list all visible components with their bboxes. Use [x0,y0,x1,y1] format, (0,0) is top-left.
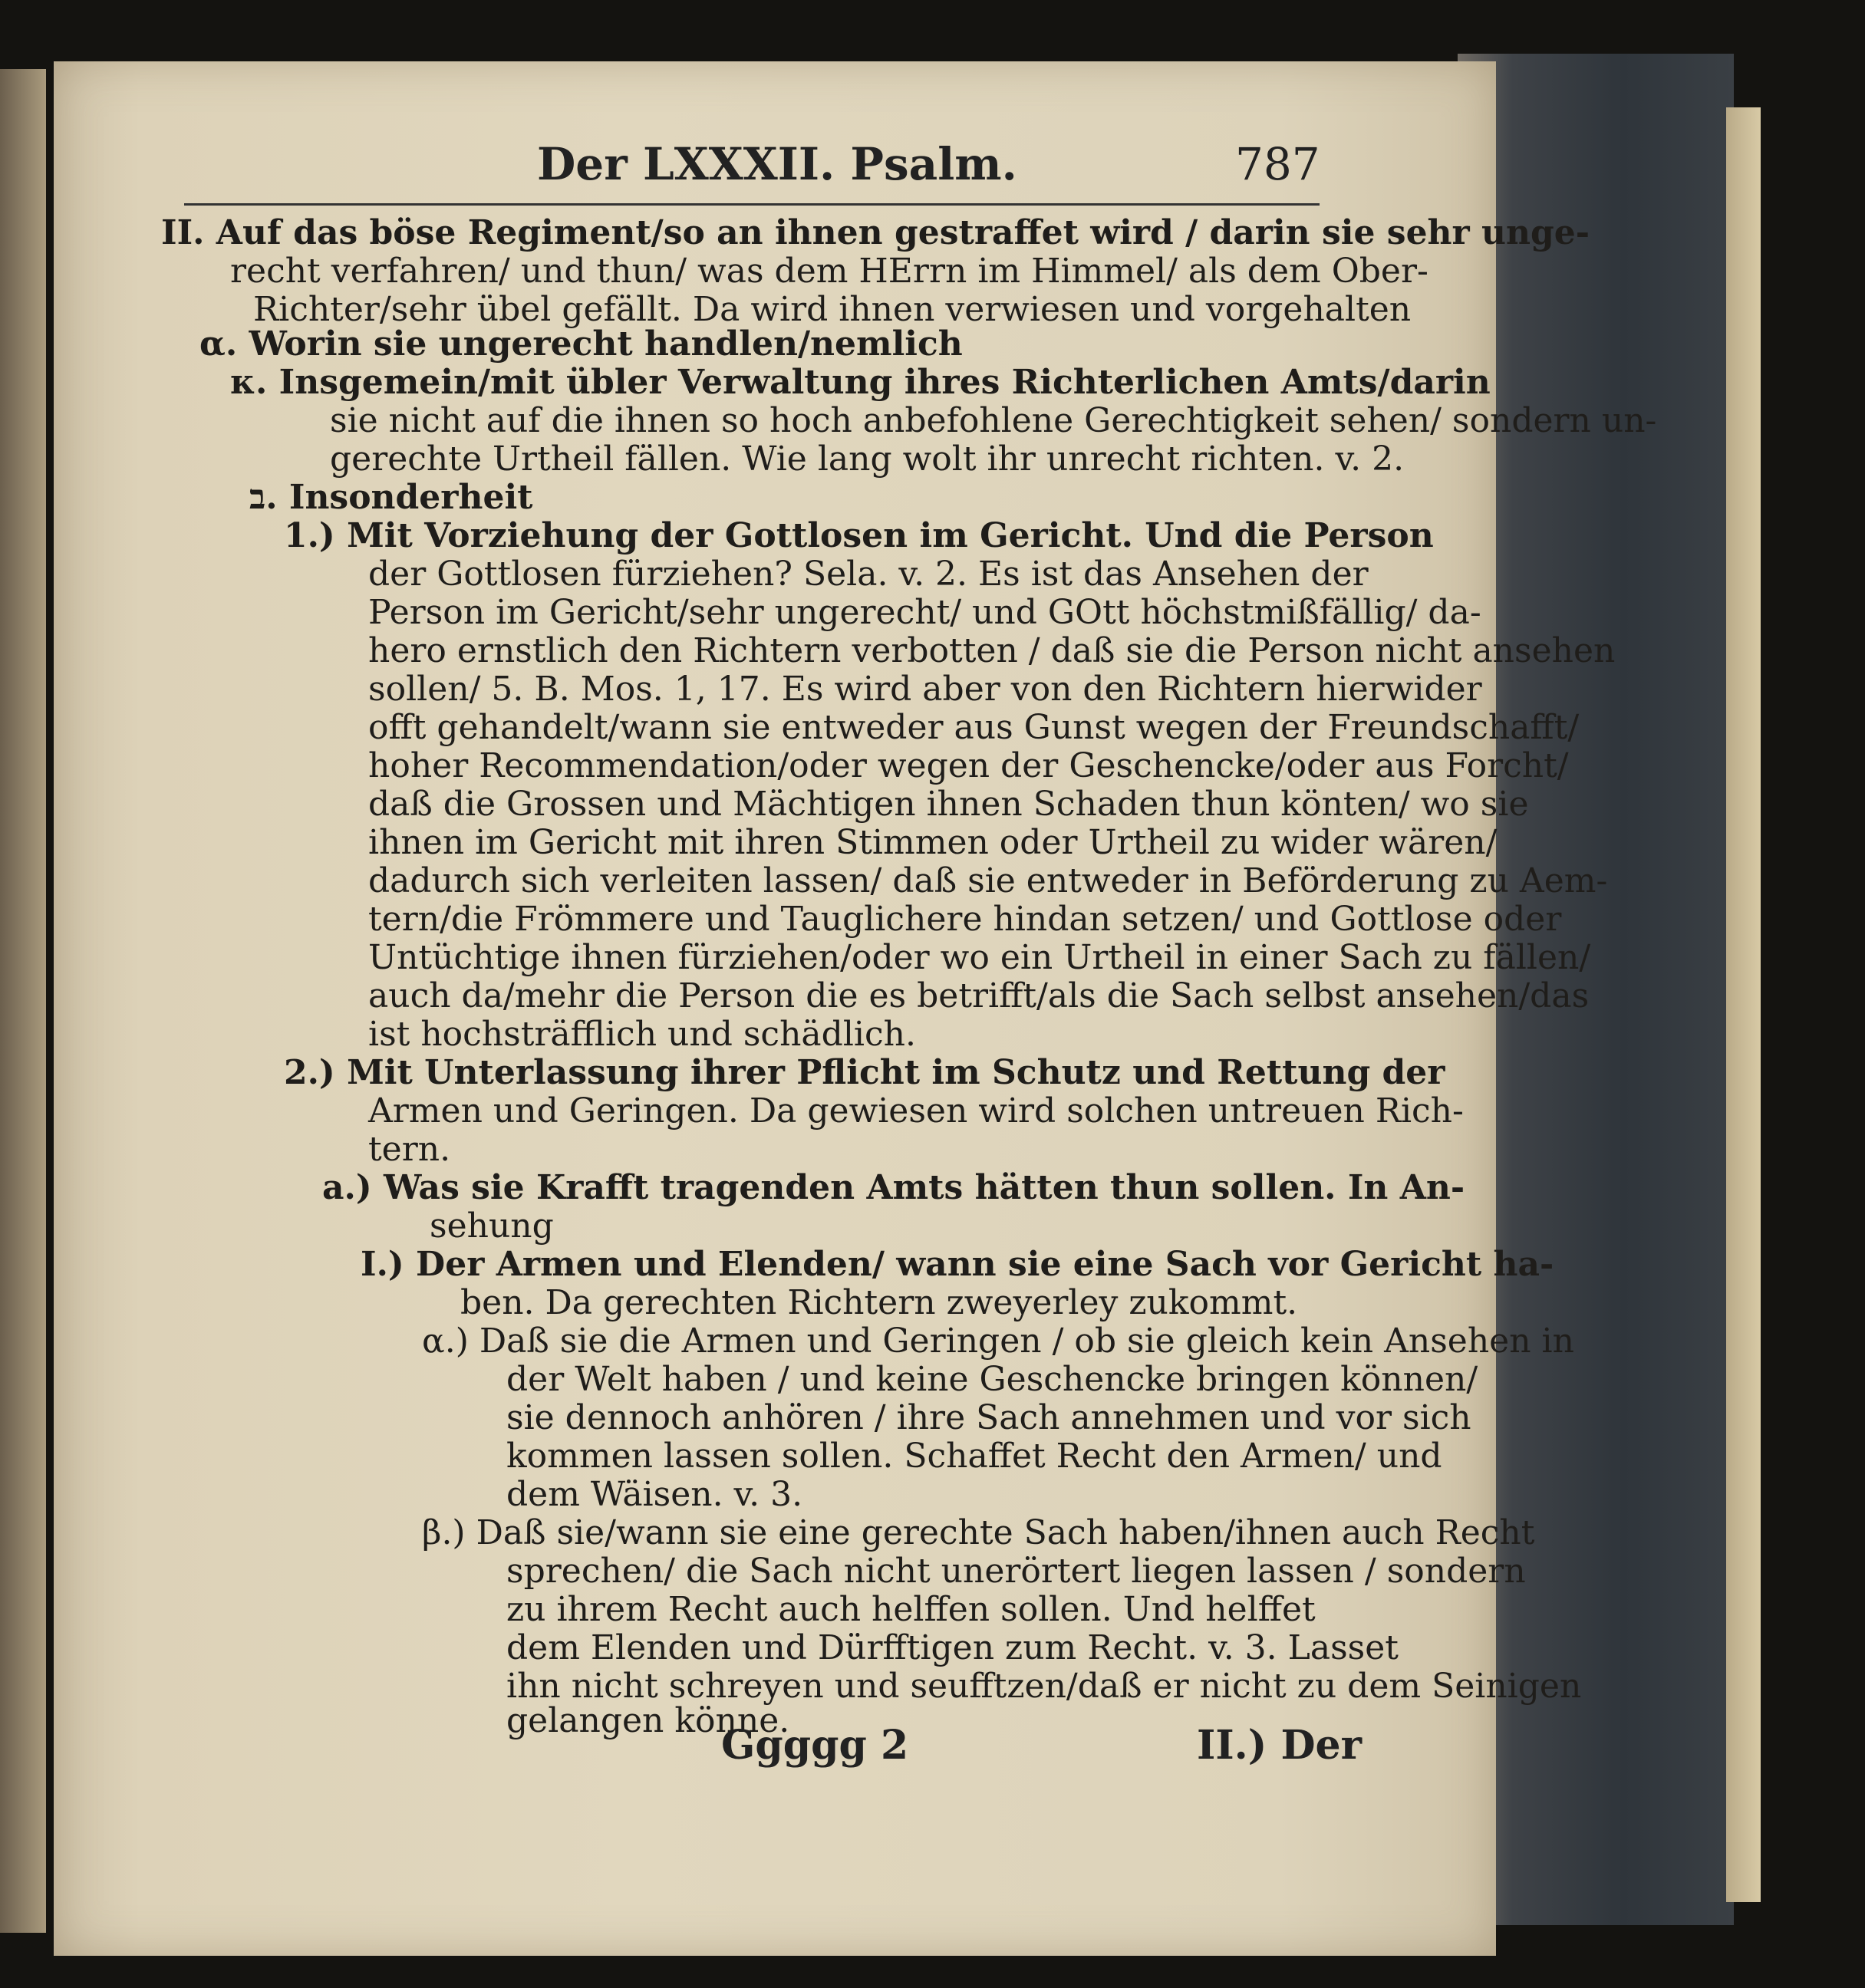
text-line: hoher Recommendation/oder wegen der Geschencke/oder aus Forcht/ [368,746,1569,785]
text-line: auch da/mehr die Person die es betrifft/als die Sach selbst ansehen/das [368,976,1590,1015]
text-line: 2.) Mit Unterlassung ihrer Pflicht im Schutz und Rettung der [284,1053,1445,1092]
text-line: α.) Daß sie die Armen und Geringen / ob sie gleich kein Ansehen in [422,1321,1574,1361]
text-line: ist hochsträfflich und schädlich. [368,1015,916,1054]
cover-edge [1726,107,1761,1902]
text-line: a.) Was sie Krafft tragenden Amts hätten thun sollen. In An- [322,1168,1465,1207]
text-line: recht verfahren/ und thun/ was dem HErrn im Himmel/ als dem Ober- [230,252,1428,291]
text-line: ihnen im Gericht mit ihren Stimmen oder Urtheil zu wider wären/ [368,823,1498,862]
text-line: hero ernstlich den Richtern verbotten / daß sie die Person nicht ansehen [368,631,1616,670]
text-line: Richter/sehr übel gefällt. Da wird ihnen verwiesen und vorgehalten [253,290,1412,329]
left-page-gutter [0,69,46,1933]
text-line: kommen lassen sollen. Schaffet Recht den Armen/ und [506,1437,1442,1476]
text-line: der Gottlosen fürziehen? Sela. v. 2. Es ist das Ansehen der [368,555,1369,594]
header-rule [184,203,1320,206]
text-line: ihn nicht schreyen und seufftzen/daß er nicht zu dem Seinigen [506,1667,1582,1706]
text-line: tern. [368,1130,451,1169]
text-line: sie nicht auf die ihnen so hoch anbefohlene Gerechtigkeit sehen/ sondern un- [330,401,1657,440]
text-line: β.) Daß sie/wann sie eine gerechte Sach haben/ihnen auch Recht [422,1513,1535,1552]
signature-mark: Ggggg 2 [721,1722,909,1769]
text-line: sie dennoch anhören / ihre Sach annehmen und vor sich [506,1398,1471,1437]
text-line: Person im Gericht/sehr ungerecht/ und GOtt höchstmißfällig/ da- [368,593,1481,632]
page-number: 787 [1235,138,1320,190]
text-line: tern/die Frömmere und Tauglichere hindan setzen/ und Gottlose oder [368,900,1562,939]
text-line: dem Wäisen. v. 3. [506,1475,803,1514]
text-line: gerechte Urtheil fällen. Wie lang wolt ihr unrecht richten. v. 2. [330,439,1405,479]
text-line: 1.) Mit Vorziehung der Gottlosen im Gericht. Und die Person [284,516,1434,555]
text-line: Armen und Geringen. Da gewiesen wird solchen untreuen Rich- [368,1091,1464,1131]
text-line: sprechen/ die Sach nicht unerörtert liegen lassen / sondern [506,1552,1526,1591]
text-line: sehung [430,1206,554,1246]
text-line: II. Auf das böse Regiment/so an ihnen gestraffet wird / darin sie sehr unge- [161,213,1590,252]
text-line: der Welt haben / und keine Geschencke bringen können/ [506,1360,1478,1399]
text-line: dadurch sich verleiten lassen/ daß sie entweder in Beförderung zu Aem- [368,861,1608,900]
text-line: zu ihrem Recht auch helffen sollen. Und helffet [506,1590,1316,1629]
running-header: Der LXXXII. Psalm. [537,138,1017,190]
text-line: α. Worin sie ungerecht handlen/nemlich [199,324,963,364]
text-line: daß die Grossen und Mächtigen ihnen Schaden thun könten/ wo sie [368,785,1529,824]
text-line: offt gehandelt/wann sie entweder aus Gunst wegen der Freundschafft/ [368,708,1580,747]
text-line: Untüchtige ihnen fürziehen/oder wo ein Urtheil in einer Sach zu fällen/ [368,938,1591,977]
text-line: κ. Insgemein/mit übler Verwaltung ihres Richterlichen Amts/darin [230,363,1491,402]
text-line: gelangen könne. [506,1701,790,1740]
text-line: dem Elenden und Dürfftigen zum Recht. v. 3. Lasset [506,1628,1399,1667]
text-line: sollen/ 5. B. Mos. 1, 17. Es wird aber von den Richtern hierwider [368,670,1482,709]
text-line: I.) Der Armen und Elenden/ wann sie eine Sach vor Gericht ha- [361,1245,1554,1284]
text-line: ben. Da gerechten Richtern zweyerley zukommt. [460,1283,1298,1322]
text-line: ב. Insonderheit [249,478,533,517]
catchword: II.) Der [1197,1722,1363,1769]
